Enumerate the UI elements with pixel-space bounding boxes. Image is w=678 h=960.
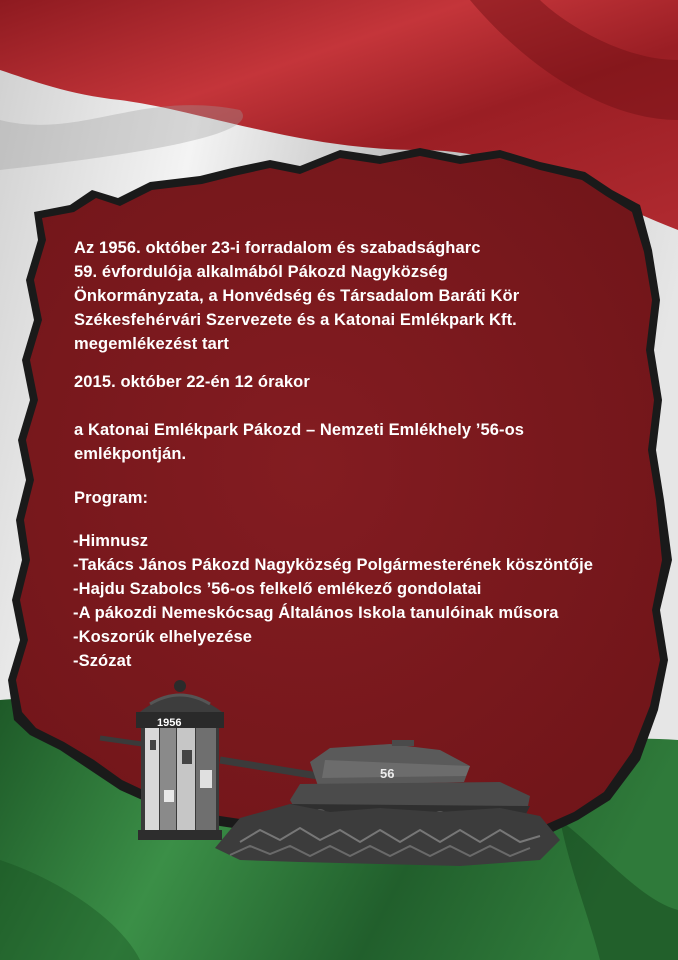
program-item: -Himnusz [73,532,149,550]
program-heading: Program: [74,489,149,507]
venue-line: emlékpontján. [74,445,187,463]
intro-line: Az 1956. október 23-i forradalom és szabadságharc [74,239,481,257]
intro-line: Önkormányzata, a Honvédség és Társadalom Baráti Kör [74,287,520,305]
venue-line: a Katonai Emlékpark Pákozd – Nemzeti Emlékhely ’56-os [74,421,525,439]
program-item: -Szózat [73,652,132,670]
event-date: 2015. október 22-én 12 órakor [74,373,310,391]
program-item: -A pákozdi Nemeskócsag Általános Iskola tanulóinak műsora [73,604,559,622]
program-item: -Takács János Pákozd Nagyközség Polgármesterének köszöntője [73,556,594,574]
program-list [73,529,593,673]
venue-paragraph [74,418,524,466]
program-item: -Hajdu Szabolcs ’56-os felkelő emlékező gondolatai [73,580,482,598]
intro-line: Székesfehérvári Szervezete és a Katonai Emlékpark Kft. [74,311,517,329]
tank-number-label: 56 [380,766,395,781]
intro-paragraph [74,236,519,356]
intro-line: megemlékezést tart [74,335,229,353]
intro-line: 59. évfordulója alkalmából Pákozd Nagyközség [74,263,448,281]
column-year-label: 1956 [157,717,182,729]
program-item: -Koszorúk elhelyezése [73,628,253,646]
